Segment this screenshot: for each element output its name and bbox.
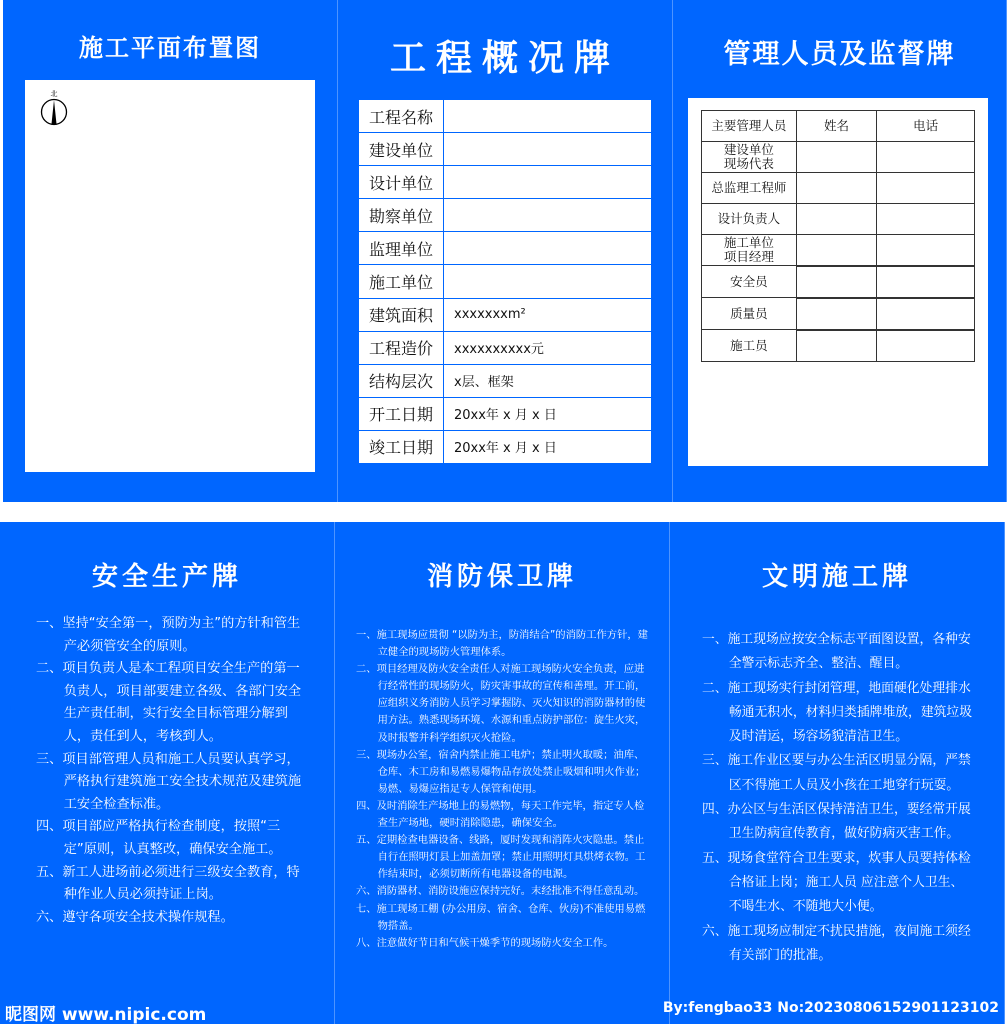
name-cell — [796, 235, 877, 266]
overview-row — [359, 397, 652, 430]
row-label: 勘察单位 — [359, 199, 444, 232]
rule-item: 一、施工现场应贯彻 “以防为主，防消结合”的消防工作方针，建立健全的现场防火管理体系。 — [356, 629, 648, 659]
row-value: x层、框架 — [444, 364, 652, 397]
row-label: 竣工日期 — [359, 430, 444, 463]
watermark-right: By:fengbao33 No:20230806152901123102 — [662, 1000, 999, 1016]
row-value — [444, 265, 652, 298]
overview-row — [359, 298, 652, 331]
overview-row — [359, 265, 652, 298]
panel-title: 管理人员及监督牌 — [723, 39, 956, 70]
role-label: 施工员 — [702, 330, 797, 362]
rule-item: 二、施工现场实行封闭管理，地面硬化处理排水畅通无积水，材料归类插牌堆放，建筑垃圾及时清运，场容场貌清洁卫生。 — [702, 680, 973, 745]
layout-plan-panel — [3, 0, 338, 502]
safety-rules — [36, 613, 306, 929]
civil-rules — [702, 628, 972, 968]
rule-item: 四、办公区与生活区保持清洁卫生，要经常开展卫生防病宣传教育，做好防病灭害工作。 — [702, 802, 971, 842]
phone-cell — [877, 331, 975, 362]
name-cell — [796, 331, 877, 362]
row-value: xxxxxxxm² — [444, 298, 652, 331]
role-label: 质量员 — [702, 298, 797, 330]
panel-title: 安全生产牌 — [91, 562, 242, 592]
management-row — [702, 235, 975, 266]
management-row — [702, 173, 975, 204]
column-header: 主要管理人员 — [702, 111, 797, 142]
row-value: xxxxxxxxxx元 — [444, 331, 652, 364]
name-cell — [796, 267, 877, 298]
overview-row — [359, 199, 652, 232]
role-label: 施工单位 项目经理 — [702, 235, 797, 266]
phone-cell — [877, 267, 975, 298]
rule-item: 二、项目负责人是本工程项目安全生产的第一负责人，项目部要建立各级、各部门安全生产责任制，实行安全目标管理分解到人，责任到人，考核到人。 — [36, 661, 302, 744]
row-label: 设计单位 — [359, 166, 444, 199]
row-label: 监理单位 — [359, 232, 444, 265]
rule-item: 六、消防器材、消防设施应保持完好。末经批准不得任意乱动。 — [356, 885, 645, 898]
overview-row — [359, 331, 652, 364]
name-cell — [796, 173, 877, 204]
overview-row — [359, 166, 652, 199]
overview-table — [358, 99, 652, 464]
management-row — [702, 142, 975, 173]
safety-panel — [0, 522, 335, 1024]
panel-title: 施工平面布置图 — [79, 34, 261, 62]
phone-cell — [877, 299, 975, 330]
rule-item: 三、现场办公室，宿舍内禁止施工电炉；禁止明火取暖；油库、仓库、木工房和易燃易爆物品存放处禁止吸烟和明火作业；易燃、易爆应指足专人保管和使用。 — [356, 748, 646, 795]
rule-item: 五、现场食堂符合卫生要求，炊事人员要持体检合格证上岗；施工人员 应注意个人卫生、不喝生水、不随地大小便。 — [702, 850, 971, 915]
management-panel — [673, 0, 1007, 502]
role-label: 总监理工程师 — [702, 173, 797, 204]
civil-panel — [670, 522, 1005, 1024]
role-label: 安全员 — [702, 266, 797, 298]
row-label: 工程造价 — [359, 331, 444, 364]
overview-row — [359, 133, 652, 166]
fire-rules — [356, 627, 648, 952]
row-label: 建筑面积 — [359, 298, 444, 331]
panel-title: 消防保卫牌 — [426, 562, 577, 592]
header-row — [702, 111, 975, 142]
rule-item: 三、项目部管理人员和施工人员要认真学习，严格执行建筑施工安全技术规范及建筑施工安全检查标准。 — [36, 751, 302, 812]
row-value — [444, 199, 652, 232]
rule-item: 三、施工作业区要与办公生活区明显分隔，严禁区不得施工人员及小孩在工地穿行玩耍。 — [702, 753, 971, 793]
overview-row — [359, 430, 652, 463]
phone-cell — [877, 142, 975, 173]
fire-panel — [335, 522, 670, 1024]
rule-item: 一、施工现场应按安全标志平面图设置，各种安全警示标志齐全、整洁、醒目。 — [702, 632, 971, 672]
row-value — [444, 166, 652, 199]
rule-item: 七、施工现场工棚 (办公用房、宿舍、仓库、伙房)不准使用易燃物搭盖。 — [356, 902, 646, 932]
watermark-left: 昵图网 www.nipic.com — [5, 1005, 207, 1025]
column-header: 姓名 — [796, 111, 877, 142]
row-value — [444, 133, 652, 166]
overview-row — [359, 100, 652, 133]
row-label: 建设单位 — [359, 133, 444, 166]
panel-title: 文明施工牌 — [761, 562, 912, 592]
role-label: 建设单位 现场代表 — [702, 142, 797, 173]
phone-cell — [877, 173, 975, 204]
overview-panel — [338, 0, 673, 502]
row-value: 20xx年 x 月 x 日 — [444, 430, 652, 463]
row-value: 20xx年 x 月 x 日 — [444, 397, 652, 430]
name-cell — [796, 142, 877, 173]
name-cell — [796, 299, 877, 330]
row-label: 工程名称 — [359, 100, 444, 133]
overview-row — [359, 232, 652, 265]
north-arrow-icon: 北 — [39, 90, 69, 130]
overview-row — [359, 364, 652, 397]
column-header: 电话 — [877, 111, 975, 142]
name-cell — [796, 204, 877, 235]
rule-item: 五、新工人进场前必须进行三级安全教育，特种作业人员必须持证上岗。 — [36, 864, 300, 903]
rule-item: 六、遵守各项安全技术操作规程。 — [36, 909, 234, 925]
rule-item: 八、注意做好节日和气候干燥季节的现场防火安全工作。 — [356, 936, 614, 949]
row-value — [444, 232, 652, 265]
plan-area — [25, 80, 315, 472]
panel-title: 工程概况牌 — [389, 38, 620, 79]
management-board — [688, 98, 988, 466]
rule-item: 五、定期检查电器设备、线路，厦时发现和消阵火灾隐患。禁止自行在照明灯县上加盖加罩；禁止用照明灯具烘烤衣物。工作结束时，必须切断所有电器设备的电源。 — [356, 834, 646, 881]
rule-item: 四、及时消除生产场地上的易燃物，每天工作完毕，指定专人检查生产场地，硬时消除隐患，确保安全。 — [356, 799, 645, 830]
row-label: 开工日期 — [359, 397, 444, 430]
rule-item: 一、坚持“安全第一，预防为主”的方针和管生产必须管安全的原则。 — [36, 616, 301, 654]
management-row — [702, 204, 975, 235]
rule-item: 二、项目经理及防火安全责任人对施工现场防火安全负责，应进行经常性的现场防火，防灾害事故的宣传和善理。开工前，应组织义务消防人员学习掌握防、灭火知识的消防器材的使用方法。熟悉现场环境、水源和重点防护部位：旋生火灾，及时报警并科学组织灭火抢险。 — [356, 663, 646, 744]
rule-item: 四、项目部应严格执行检查制度，按照“三定”原则，认真整改，确保安全施工。 — [36, 819, 282, 857]
row-value — [444, 100, 652, 133]
row-label: 结构层次 — [359, 364, 444, 397]
management-table — [701, 110, 975, 362]
phone-cell — [877, 235, 975, 266]
phone-cell — [877, 204, 975, 235]
row-label: 施工单位 — [359, 265, 444, 298]
rule-item: 六、施工现场应制定不扰民措施，夜间施工须经有关部门的批准。 — [702, 923, 971, 963]
role-label: 设计负责人 — [702, 204, 797, 235]
